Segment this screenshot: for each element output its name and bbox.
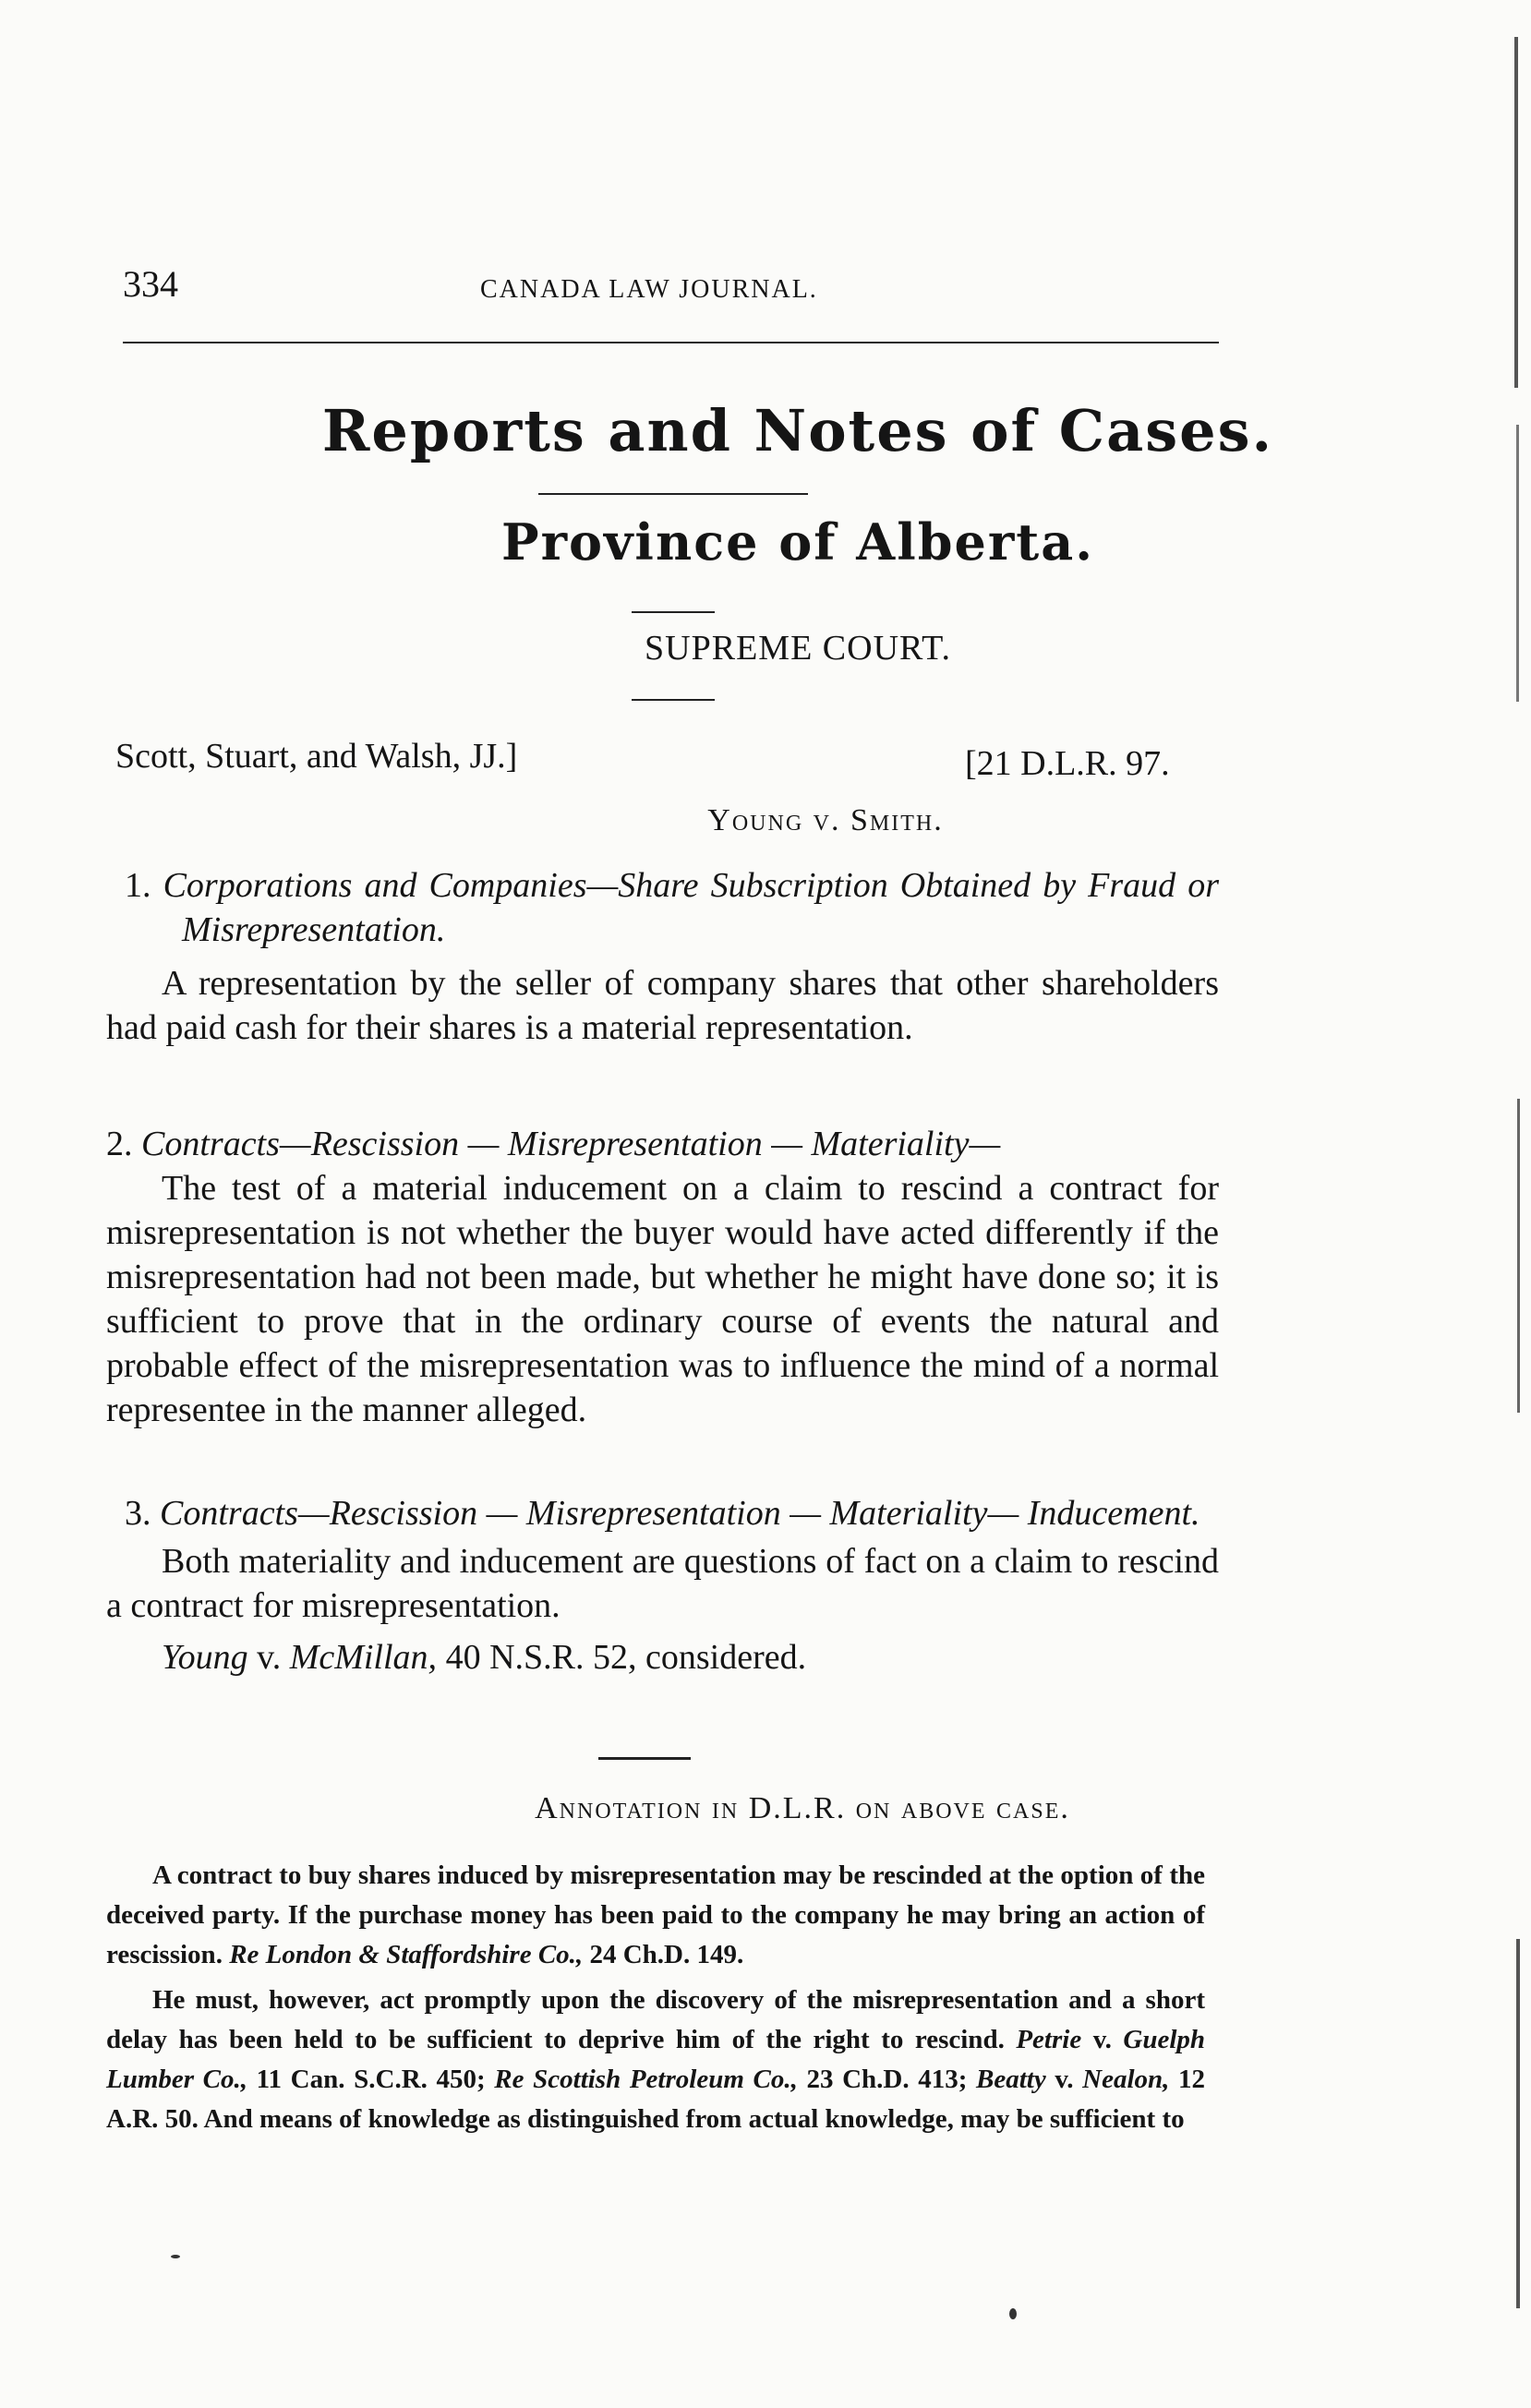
divider-3 bbox=[632, 699, 715, 701]
headnote-number: 2. bbox=[106, 1125, 133, 1163]
citation-text: 11 Can. S.C.R. 450; bbox=[256, 2065, 486, 2094]
annotation-title: Annotation in D.L.R. on above case. bbox=[535, 1791, 1070, 1825]
paragraph-text: 12 A.R. 50. And means of knowledge as distinguished from actual knowledge, may be sufficient to bbox=[106, 2065, 1206, 2134]
divider-2 bbox=[632, 611, 715, 613]
divider-4 bbox=[598, 1757, 691, 1760]
headnote-text: A representation by the seller of company shares that other shareholders had paid cash for their shares is a material representation. bbox=[106, 964, 1219, 1047]
divider-1 bbox=[538, 493, 808, 495]
scan-speck bbox=[1009, 2308, 1017, 2319]
scan-speck bbox=[171, 2255, 180, 2258]
annotation-paragraph-2 bbox=[106, 1981, 1205, 2139]
versus: v. bbox=[1055, 2065, 1074, 2094]
case-name: Re Scottish Petroleum Co., bbox=[494, 2065, 798, 2094]
case-name: Young bbox=[162, 1638, 248, 1677]
headnote-text: Both materiality and inducement are questions of fact on a claim to rescind a contract for misrepresentation. bbox=[106, 1542, 1219, 1625]
section-title: Reports and Notes of Cases. bbox=[321, 397, 1274, 464]
citation-text: 24 Ch.D. 149. bbox=[589, 1940, 744, 1969]
headnote-3 bbox=[106, 1491, 1219, 1680]
paragraph-text: A contract to buy shares induced by misrepresentation may be rescinded at the option of the deceived party. If the purchase money has been paid to the company he may bring an action of rescission. bbox=[106, 1860, 1205, 1969]
province-heading: Province of Alberta. bbox=[500, 512, 1094, 572]
headnote-heading: Contracts—Rescission — Misrepresentation — Materiality— bbox=[141, 1125, 1001, 1163]
case-name: Petrie bbox=[1016, 2025, 1082, 2054]
citation: [21 D.L.R. 97. bbox=[965, 744, 1170, 783]
citation-text: 23 Ch.D. 413; bbox=[806, 2065, 968, 2094]
headnote-number: 1. bbox=[125, 866, 151, 905]
case-name: McMillan, bbox=[289, 1638, 438, 1677]
court-heading: SUPREME COURT. bbox=[645, 629, 951, 668]
case-name: Beatty bbox=[976, 2065, 1046, 2094]
scan-edge-mark bbox=[1516, 1939, 1520, 2308]
scan-edge-mark bbox=[1516, 425, 1519, 702]
versus: v. bbox=[1092, 2025, 1112, 2054]
headnote-text: The test of a material inducement on a claim to rescind a contract for misrepresentation is not whether the buyer would have acted differently if the misrepresentation had not been made, but whether he might have done so; it is sufficient to prove that in the ordinary course of events the natural and probable effect of the misrepresentation was to influence the mind of a normal representee in the manner alleged. bbox=[106, 1169, 1219, 1429]
annotation-body bbox=[106, 1856, 1205, 2139]
considered-case bbox=[106, 1635, 1219, 1680]
headnote-number: 3. bbox=[125, 1494, 151, 1533]
paragraph-text: He must, however, act promptly upon the discovery of the misrepresentation and a short delay has been held to be sufficient to deprive him of the right to rescind. bbox=[106, 1985, 1205, 2054]
scan-edge-mark bbox=[1514, 37, 1518, 388]
case-name: Re London & Staffordshire Co., bbox=[229, 1940, 584, 1969]
judges: Scott, Stuart, and Walsh, JJ.] bbox=[115, 737, 518, 776]
versus: v. bbox=[257, 1638, 282, 1677]
headnote-1 bbox=[106, 863, 1219, 1050]
headnote-heading: Corporations and Companies—Share Subscription Obtained by Fraud or Misrepresentation. bbox=[163, 866, 1219, 949]
journal-title: CANADA LAW JOURNAL. bbox=[480, 275, 818, 304]
page-number: 334 bbox=[123, 263, 178, 305]
header-rule bbox=[123, 342, 1219, 343]
citation-text: 40 N.S.R. 52, considered. bbox=[445, 1638, 807, 1677]
case-name: Nealon, bbox=[1082, 2065, 1170, 2094]
headnote-2 bbox=[106, 1122, 1219, 1432]
scan-edge-mark bbox=[1517, 1099, 1520, 1413]
case-parties: Young v. Smith. bbox=[707, 803, 944, 837]
headnote-heading: Contracts—Rescission — Misrepresentation — Materiality— Inducement. bbox=[160, 1494, 1200, 1533]
case-name: Guelph Lumber Co., bbox=[106, 2025, 1206, 2094]
annotation-paragraph-1 bbox=[106, 1856, 1205, 1975]
